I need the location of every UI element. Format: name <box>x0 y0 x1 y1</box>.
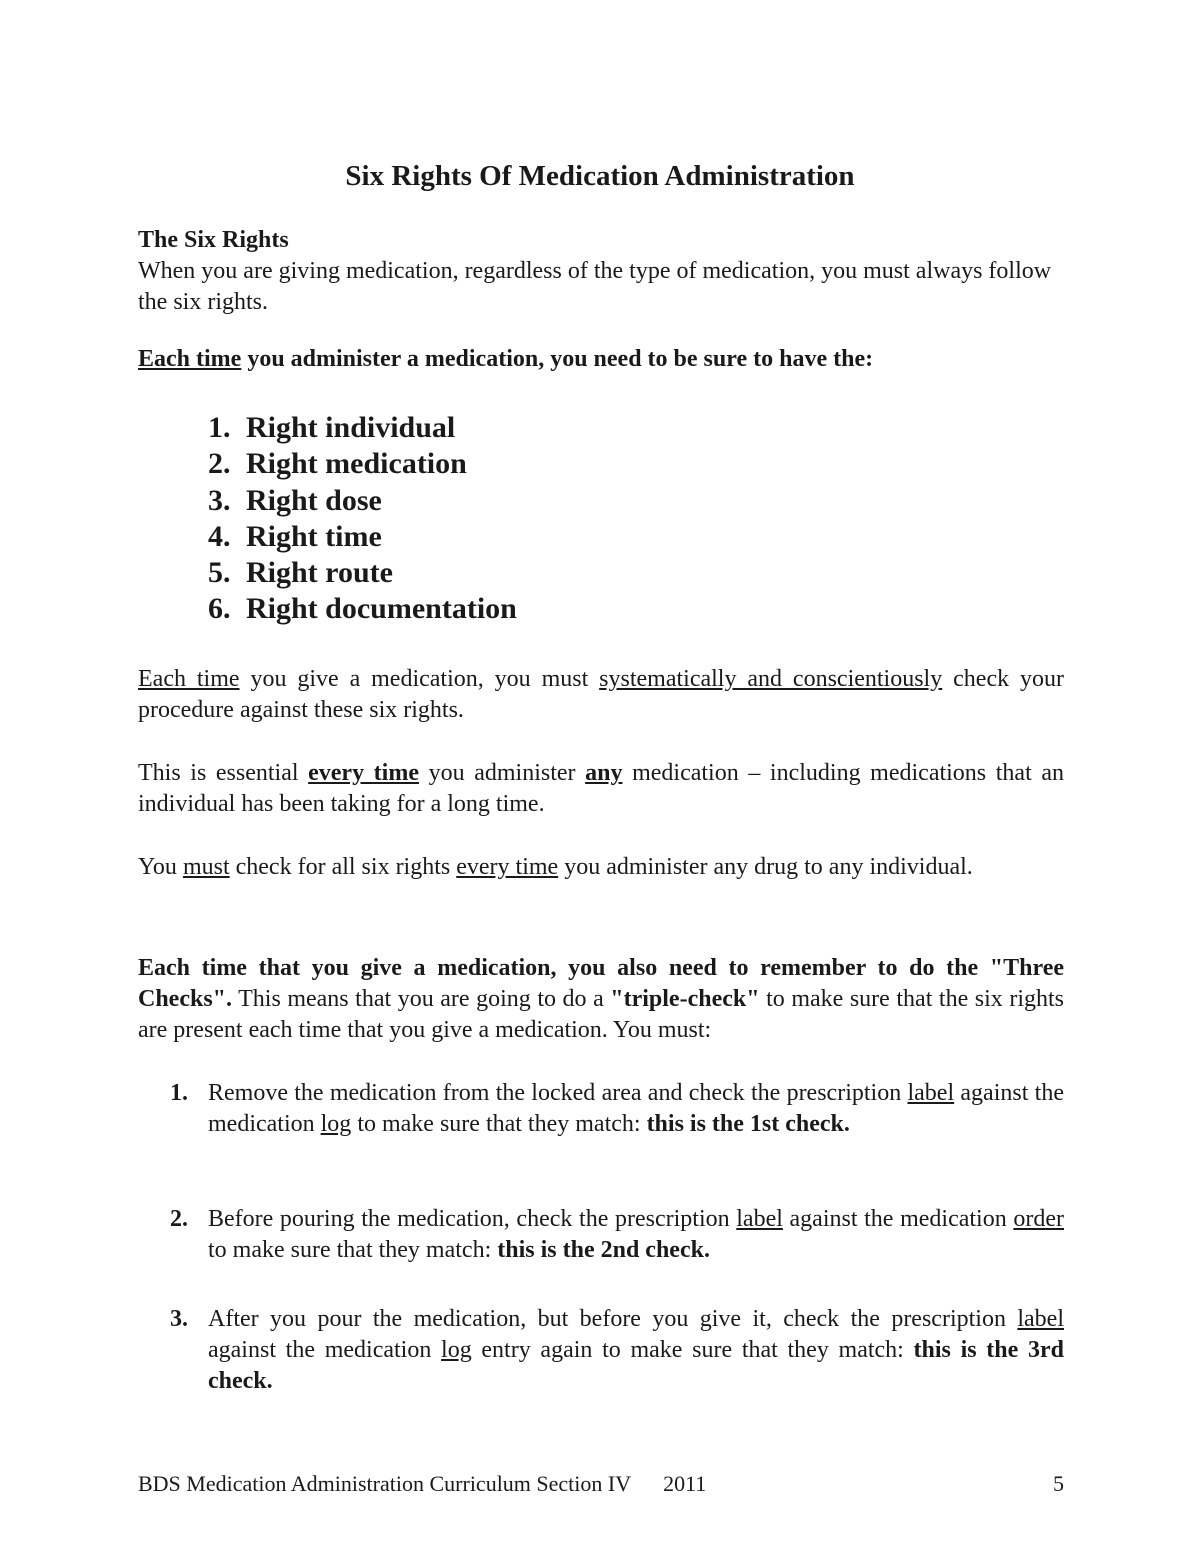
lead-paragraph <box>138 344 1064 375</box>
section-heading: The Six Rights <box>138 227 289 253</box>
right-item <box>208 483 517 519</box>
check-text-part: Remove the medication from the locked area and check the prescription <box>208 1080 908 1106</box>
check-text <box>208 1304 1064 1397</box>
paragraph-systematic-check <box>138 664 1064 726</box>
paragraph-text: This means that you are going to do a <box>232 986 611 1012</box>
paragraph-text: You <box>138 854 183 880</box>
footer-text: BDS Medication Administration Curriculum Section IV <box>138 1471 632 1496</box>
page-footer <box>138 1471 1064 1497</box>
check-label: this is the 2nd check. <box>497 1237 710 1263</box>
check-text-part: against the medication <box>208 1080 1064 1137</box>
right-number: 3. <box>208 483 231 517</box>
check-text-part: against the medication <box>208 1337 442 1363</box>
underlined-phrase: label <box>1017 1306 1064 1332</box>
check-text-part: After you pour the medication, but before you give it, check the prescription <box>208 1306 1018 1332</box>
bold-phrase: Each time that you give a medication, you also need to remember to do the "Three Checks". <box>138 955 1064 1012</box>
paragraph-text: you administer <box>419 760 586 786</box>
right-label: Right dose <box>246 483 382 517</box>
right-label: Right medication <box>246 447 467 481</box>
check-item <box>138 1304 1064 1397</box>
check-number: 1. <box>170 1080 188 1106</box>
paragraph-text: medication – including medications that an individual has been taking for a long time. <box>138 760 1064 817</box>
underlined-phrase: any <box>585 760 623 786</box>
right-item <box>208 591 517 627</box>
right-number: 6. <box>208 592 231 626</box>
right-label: Right time <box>246 519 382 553</box>
check-text-part: entry again to make sure that they match: <box>471 1337 914 1363</box>
right-item <box>208 555 517 591</box>
underlined-phrase: label <box>907 1080 955 1106</box>
right-label: Right documentation <box>246 592 517 626</box>
underlined-phrase: systematically and conscientiously <box>599 666 943 692</box>
right-label: Right route <box>246 556 393 590</box>
paragraph-text: check for all six rights <box>229 854 457 880</box>
underlined-phrase: must <box>182 854 230 880</box>
footer-year: 2011 <box>663 1471 707 1496</box>
right-number: 1. <box>208 411 231 444</box>
check-text <box>208 1078 1064 1140</box>
underlined-phrase: every time <box>308 760 419 786</box>
paragraph-text: check your procedure against these six rights. <box>138 666 1064 723</box>
page-number: 5 <box>1053 1471 1064 1496</box>
right-item <box>208 446 517 482</box>
bold-phrase: "triple-check" <box>610 986 760 1012</box>
check-text-part: to make sure that they match: <box>351 1111 647 1137</box>
paragraph-three-checks <box>138 953 1064 1046</box>
check-text-part: against the medication <box>782 1206 1014 1232</box>
underlined-phrase: label <box>736 1206 783 1232</box>
check-number: 2. <box>170 1206 188 1232</box>
paragraph-text: you administer any drug to any individual. <box>558 854 973 880</box>
right-number: 5. <box>208 556 231 590</box>
check-text <box>208 1204 1064 1266</box>
paragraph-must-check <box>138 852 1064 883</box>
lead-text: you administer a medication, you need to be sure to have the: <box>241 346 874 372</box>
underlined-phrase: order <box>1013 1206 1064 1232</box>
check-text-part: to make sure that they match: <box>208 1237 498 1263</box>
underlined-phrase: log <box>441 1337 472 1363</box>
intro-paragraph: When you are giving medication, regardless of the type of medication, you must always follow the six rights. <box>138 258 1052 315</box>
right-item <box>208 410 517 446</box>
paragraph-text: This is essential <box>138 760 309 786</box>
check-text-part: Before pouring the medication, check the prescription <box>208 1206 737 1232</box>
check-label: this is the 3rd check. <box>208 1337 1064 1394</box>
check-number: 3. <box>170 1306 188 1332</box>
six-rights-list <box>208 410 517 628</box>
check-label: this is the 1st check. <box>646 1111 850 1137</box>
underlined-phrase: every time <box>456 854 559 880</box>
paragraph-text: you give a medication, you must <box>239 666 600 692</box>
right-label: Right individual <box>246 411 456 444</box>
check-item <box>138 1204 1064 1266</box>
right-number: 2. <box>208 447 231 481</box>
page-title: Six Rights Of Medication Administration <box>345 160 855 192</box>
paragraph-essential <box>138 758 1064 820</box>
check-item <box>138 1078 1064 1140</box>
right-number: 4. <box>208 519 231 553</box>
lead-underlined: Each time <box>138 346 242 372</box>
right-item <box>208 519 517 555</box>
intro-section <box>138 225 1064 318</box>
underlined-phrase: Each time <box>138 666 240 692</box>
paragraph-text: to make sure that the six rights are present each time that you give a medication. You must: <box>138 986 1064 1043</box>
underlined-phrase: log <box>320 1111 352 1137</box>
